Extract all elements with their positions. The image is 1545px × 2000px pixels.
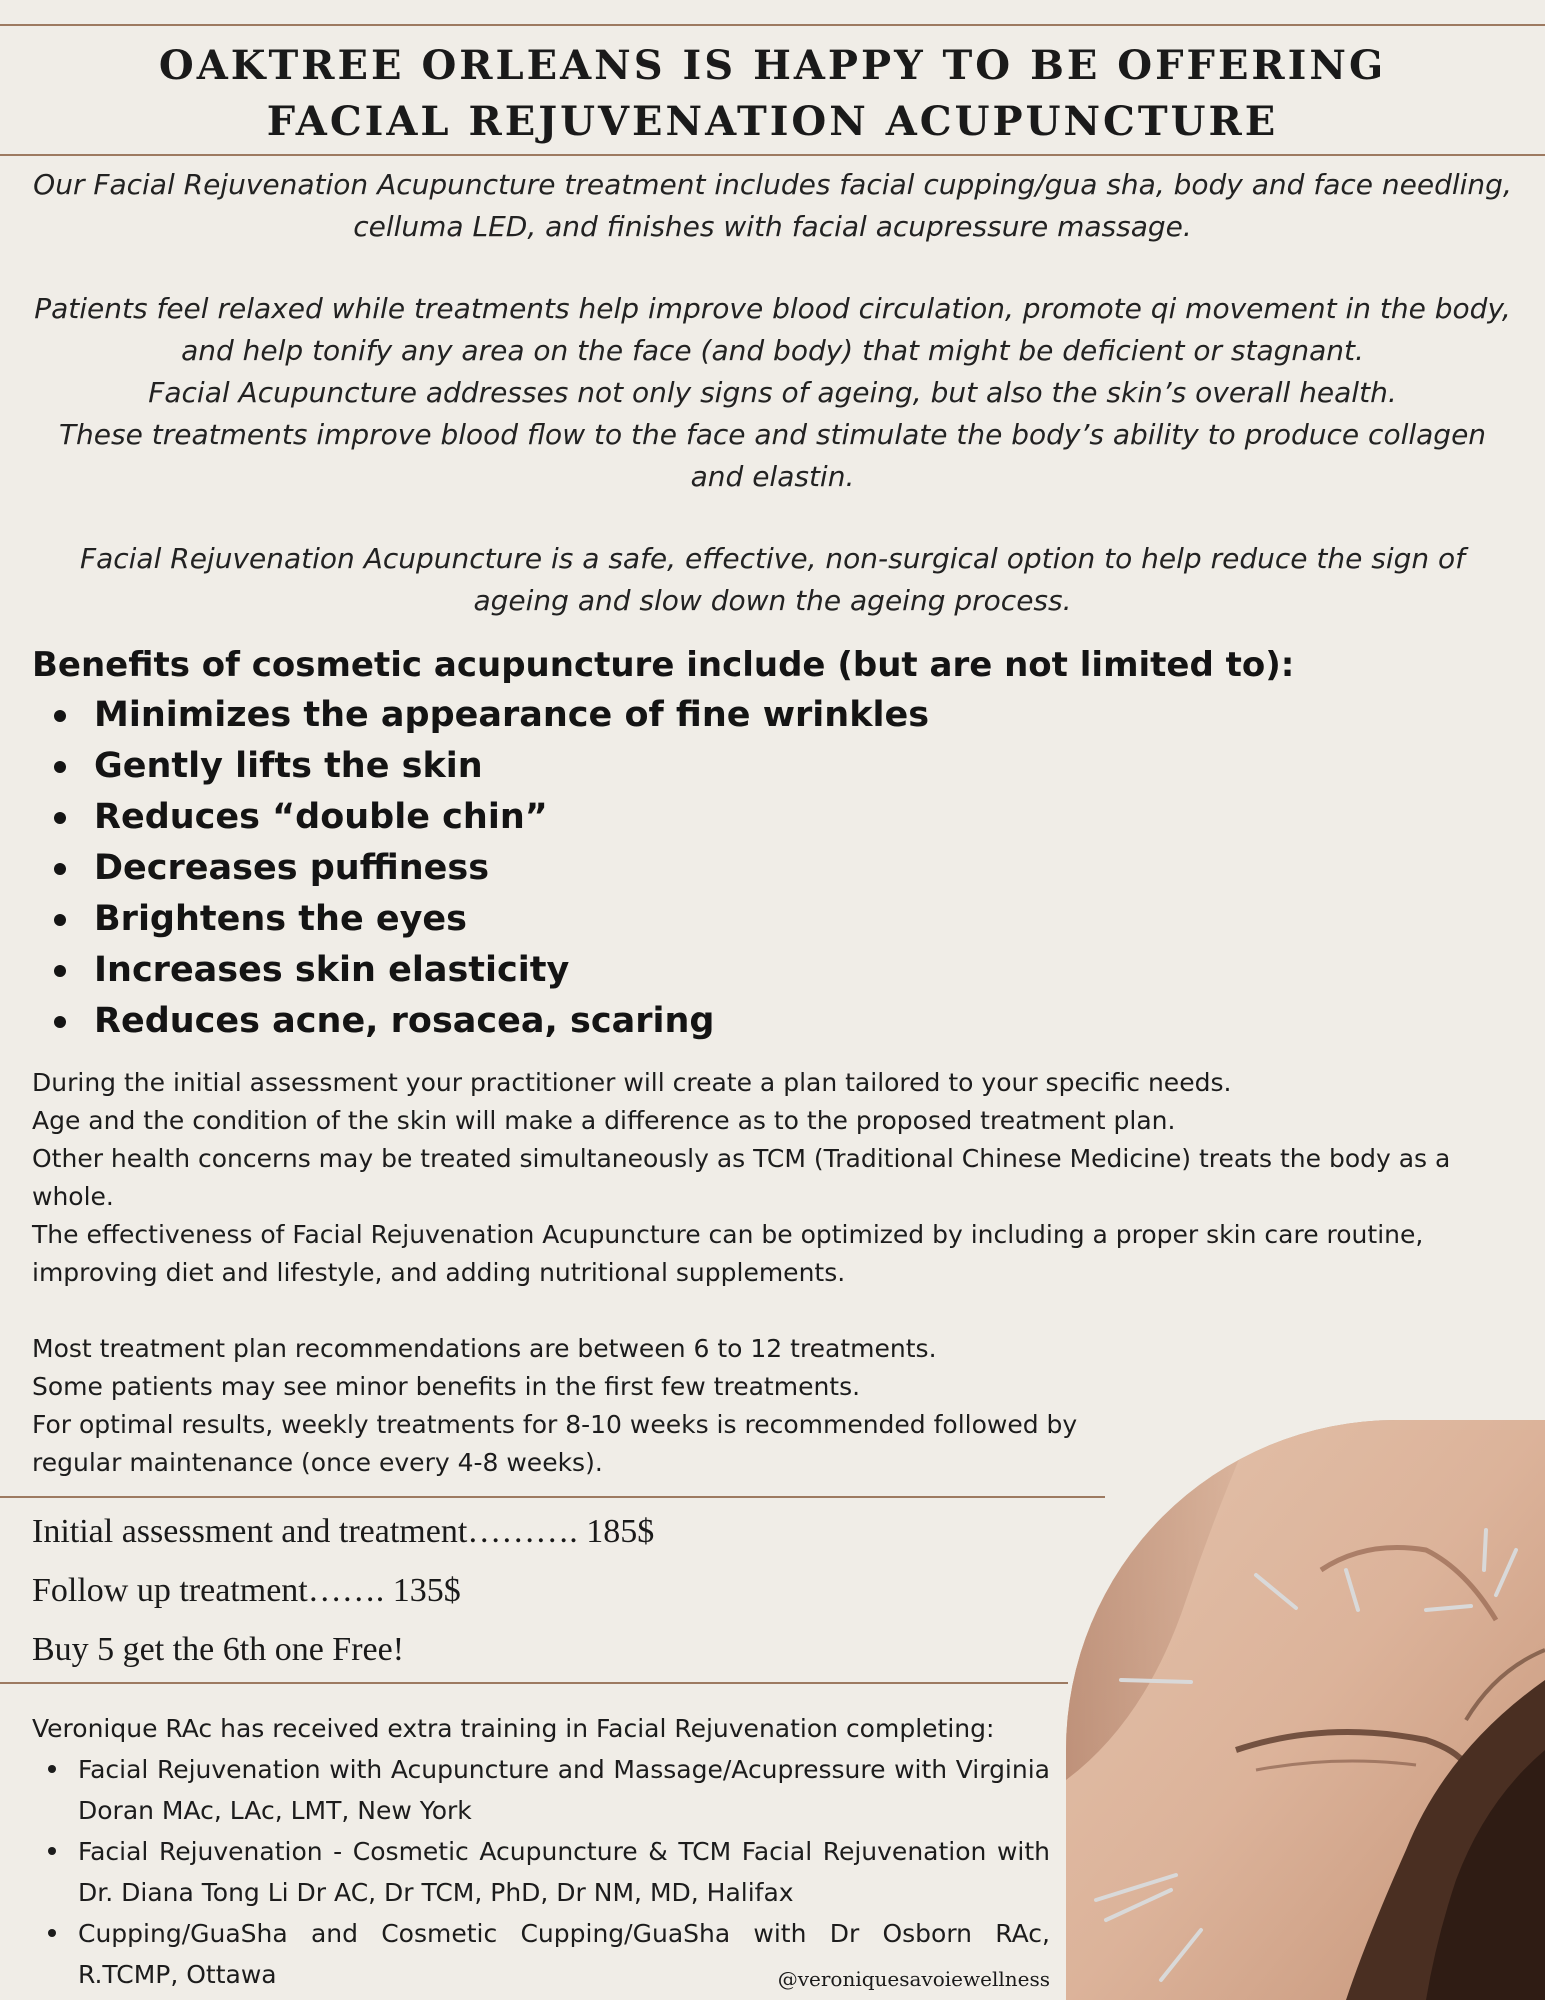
body-line: Age and the condition of the skin will make a difference as to the proposed treatment plan.: [32, 1106, 1176, 1135]
body-line: regular maintenance (once every 4-8 weeks).: [32, 1448, 603, 1477]
intro-section: [30, 164, 1515, 622]
training-list: [32, 1749, 1050, 1995]
benefits-list: [32, 690, 1512, 1047]
top-divider: [0, 24, 1545, 26]
intro-paragraph-2: [30, 288, 1515, 498]
price-offer: Buy 5 get the 6th one Free!: [32, 1631, 405, 1668]
pricing-divider-top: [0, 1496, 1105, 1498]
intro-paragraph-1: Our Facial Rejuvenation Acupuncture treatment includes facial cupping/gua sha, body and face needling, celluma LED, and finishes with facial acupressure massage.: [33, 168, 1512, 243]
intro-paragraph-2-line-3: These treatments improve blood flow to the face and stimulate the body’s ability to produce collagen and elastin.: [58, 418, 1487, 493]
title-line-2: FACIAL REJUVENATION ACUPUNCTURE: [266, 98, 1279, 145]
training-intro: Veronique RAc has received extra training in Facial Rejuvenation completing:: [32, 1714, 995, 1743]
pricing-section: [32, 1502, 1072, 1679]
treatment-plan-section: [32, 1064, 1522, 1482]
benefit-item: Decreases puffiness: [32, 843, 1512, 894]
benefit-item: Increases skin elasticity: [32, 945, 1512, 996]
intro-paragraph-2-line-2: Facial Acupuncture addresses not only signs of ageing, but also the skin’s overall health.: [148, 376, 1397, 409]
price-follow-up: Follow up treatment……. 135$: [32, 1572, 461, 1609]
benefit-item: Gently lifts the skin: [32, 741, 1512, 792]
benefit-item: Brightens the eyes: [32, 894, 1512, 945]
training-item: Cupping/GuaSha and Cosmetic Cupping/GuaSha with Dr Osborn RAc, R.TCMP, Ottawa: [32, 1913, 1050, 1995]
facial-acupuncture-photo: [1066, 1420, 1545, 2000]
training-item: Facial Rejuvenation with Acupuncture and Massage/Acupressure with Virginia Doran MAc, LAc, LMT, New York: [32, 1749, 1050, 1831]
face-illustration: [1066, 1420, 1545, 2000]
benefit-item: Minimizes the appearance of fine wrinkles: [32, 690, 1512, 741]
pricing-divider-bottom: [0, 1682, 1068, 1684]
body-line: Most treatment plan recommendations are between 6 to 12 treatments.: [32, 1334, 937, 1363]
benefit-item: Reduces acne, rosacea, scaring: [32, 996, 1512, 1047]
benefits-section: [32, 640, 1512, 1047]
price-initial: Initial assessment and treatment………. 185$: [32, 1513, 655, 1550]
paragraph-spacer: [32, 1292, 1522, 1330]
benefits-heading: Benefits of cosmetic acupuncture include (but are not limited to):: [32, 645, 1295, 685]
body-line: The effectiveness of Facial Rejuvenation Acupuncture can be optimized by including a proper skin care routine, improving diet and lifestyle, and adding nutritional supplements.: [32, 1220, 1424, 1287]
social-handle: @veroniquesavoiewellness: [777, 1967, 1050, 1991]
title-divider: [0, 154, 1545, 156]
intro-paragraph-3: Facial Rejuvenation Acupuncture is a safe, effective, non-surgical option to help reduce the sign of ageing and slow down the ageing process.: [79, 542, 1466, 617]
title-line-1: OAKTREE ORLEANS IS HAPPY TO BE OFFERING: [158, 42, 1387, 89]
body-line: For optimal results, weekly treatments for 8-10 weeks is recommended followed by: [32, 1410, 1078, 1439]
training-item: Facial Rejuvenation - Cosmetic Acupuncture & TCM Facial Rejuvenation with Dr. Diana Tong Li Dr AC, Dr TCM, PhD, Dr NM, MD, Halifax: [32, 1831, 1050, 1913]
body-line: During the initial assessment your practitioner will create a plan tailored to your specific needs.: [32, 1068, 1232, 1097]
benefit-item: Reduces “double chin”: [32, 792, 1512, 843]
training-section: [32, 1708, 1050, 1995]
body-line: Other health concerns may be treated simultaneously as TCM (Traditional Chinese Medicine) treats the body as a whole.: [32, 1144, 1451, 1211]
page-title: [0, 38, 1545, 150]
body-line: Some patients may see minor benefits in the first few treatments.: [32, 1372, 861, 1401]
intro-paragraph-2-line-1: Patients feel relaxed while treatments help improve blood circulation, promote qi movement in the body, and help tonify any area on the face (and body) that might be deficient or stagnant.: [34, 292, 1511, 367]
